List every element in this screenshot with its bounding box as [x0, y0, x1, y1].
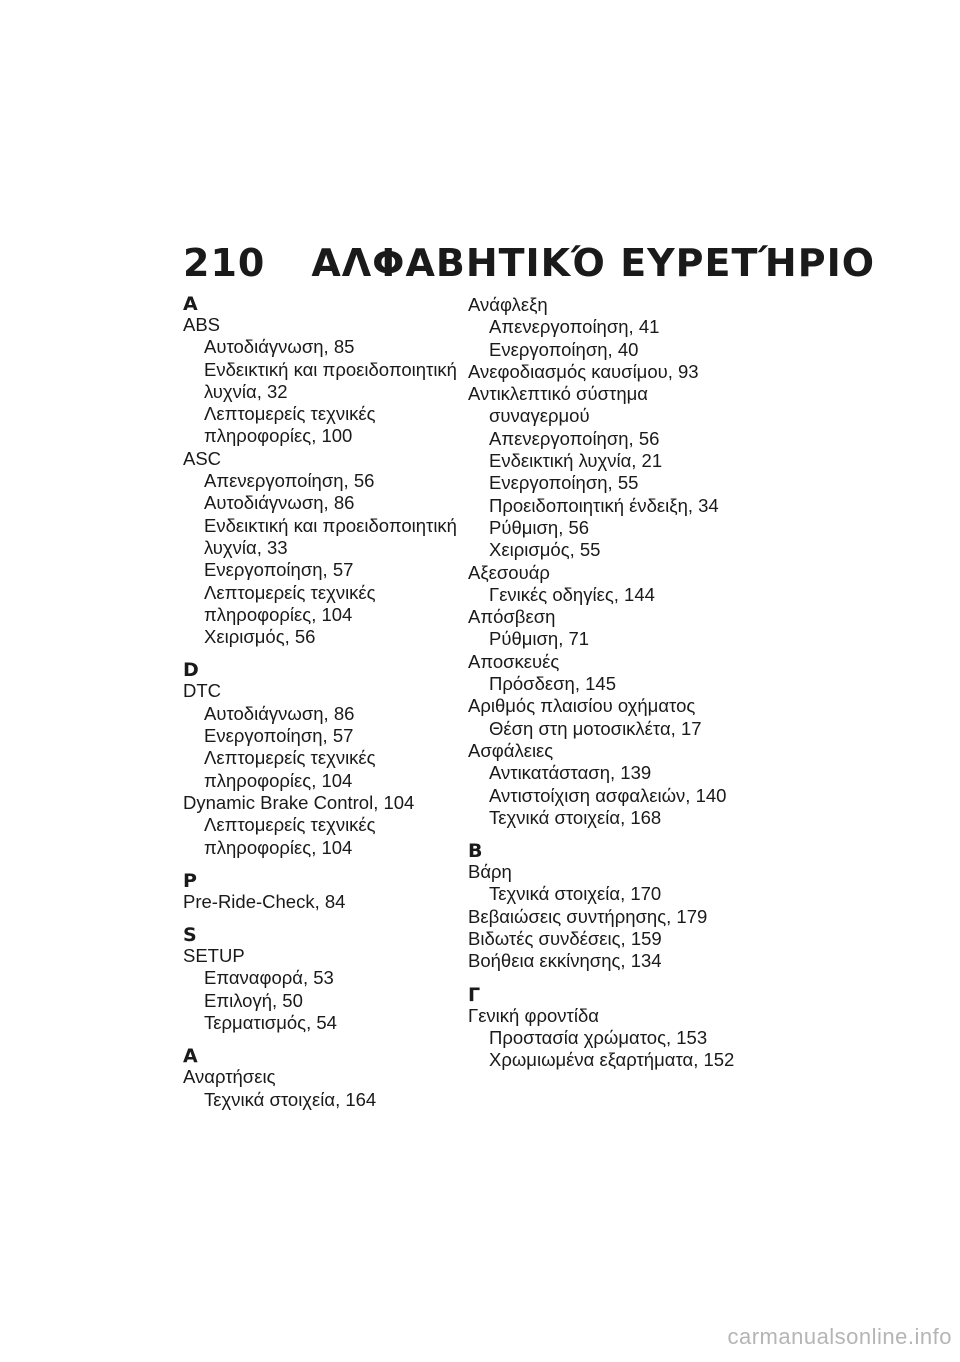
page-number: 210 — [183, 241, 266, 285]
index-subentry: Λεπτομερείς τεχνικές — [204, 581, 376, 603]
index-subentry: Τεχνικά στοιχεία, 170 — [489, 883, 662, 905]
index-subentry: Λεπτομερείς τεχνικές — [204, 747, 376, 769]
index-letter-heading: Α — [183, 1045, 198, 1068]
index-entry: Αποσκευές — [468, 650, 560, 672]
index-entry: Βιδωτές συνδέσεις, 159 — [468, 928, 662, 950]
index-subentry: Προειδοποιητική ένδειξη, 34 — [489, 494, 719, 516]
index-subentry: Προστασία χρώματος, 153 — [489, 1026, 708, 1048]
index-subentry: Αυτοδιάγνωση, 85 — [204, 336, 355, 358]
index-subentry: Γενικές οδηγίες, 144 — [489, 583, 655, 605]
index-column-right — [468, 294, 758, 1072]
index-entry: Αξεσουάρ — [468, 561, 550, 583]
index-subentry: Τερματισμός, 54 — [204, 1012, 337, 1034]
index-subentry: Χρωμιωμένα εξαρτήματα, 152 — [489, 1049, 735, 1071]
page-title: ΑΛΦΑΒΗΤΙΚΌ ΕΥΡΕΤΉΡΙΟ — [311, 241, 876, 285]
index-subentry: Ενεργοποίηση, 57 — [204, 559, 354, 581]
index-subentry: Λεπτομερείς τεχνικές — [204, 814, 376, 836]
index-entry: ABS — [183, 314, 221, 335]
index-subentry: Αντιστοίχιση ασφαλειών, 140 — [489, 784, 727, 806]
index-subentry: Ενδεικτική και προειδοποιητική — [204, 514, 457, 536]
index-entry: Βοήθεια εκκίνησης, 134 — [468, 950, 662, 972]
index-entry: Ανεφοδιασμός καυσίμου, 93 — [468, 360, 699, 382]
index-subentry: Απενεργοποίηση, 41 — [489, 316, 660, 338]
index-subentry: Ενδεικτική και προειδοποιητική — [204, 358, 457, 380]
index-subentry: Ενεργοποίηση, 40 — [489, 338, 639, 360]
index-subentry: πληροφορίες, 104 — [204, 769, 353, 791]
footer-watermark: carmanualsonline.info — [727, 1324, 952, 1349]
index-subentry: λυχνία, 32 — [204, 380, 288, 402]
index-entry: Dynamic Brake Control, 104 — [183, 791, 415, 813]
index-entry: Ασφάλειες — [468, 739, 554, 761]
index-letter-heading: D — [183, 659, 199, 682]
index-entry: Βάρη — [468, 861, 512, 883]
index-subentry: Απενεργοποίηση, 56 — [489, 427, 660, 449]
index-letter-heading: P — [183, 869, 197, 892]
index-subentry: Πρόσδεση, 145 — [489, 673, 616, 695]
index-entry: Βεβαιώσεις συντήρησης, 179 — [468, 905, 708, 927]
index-entry: Ανάφλεξη — [468, 294, 548, 315]
index-letter-heading: S — [183, 924, 197, 947]
index-column-left — [183, 294, 473, 1111]
index-subentry: Αντικατάσταση, 139 — [489, 762, 652, 784]
index-subentry: Επαναφορά, 53 — [204, 967, 334, 989]
index-subentry: Θέση στη μοτοσικλέτα, 17 — [489, 717, 702, 739]
index-letter-heading: Γ — [468, 983, 481, 1006]
index-entry: DTC — [183, 680, 222, 702]
index-entry: Pre-Ride-Check, 84 — [183, 890, 346, 912]
index-subentry: Χειρισμός, 55 — [489, 539, 601, 561]
index-subentry: Λεπτομερείς τεχνικές — [204, 403, 376, 425]
index-entry: Αντικλεπτικό σύστημα — [468, 383, 648, 405]
index-entry: ASC — [183, 447, 222, 469]
index-subentry: Ενδεικτική λυχνία, 21 — [489, 450, 663, 472]
index-subentry: Ρύθμιση, 71 — [489, 628, 590, 650]
index-subentry: λυχνία, 33 — [204, 536, 288, 558]
index-subentry: Τεχνικά στοιχεία, 168 — [489, 806, 662, 828]
index-subentry: Ρύθμιση, 56 — [489, 516, 590, 538]
index-subentry: συναγερμού — [489, 405, 590, 427]
index-subentry: Επιλογή, 50 — [204, 989, 303, 1011]
index-entry: Αναρτήσεις — [183, 1066, 276, 1088]
index-subentry: Αυτοδιάγνωση, 86 — [204, 702, 355, 724]
index-subentry: Αυτοδιάγνωση, 86 — [204, 492, 355, 514]
index-subentry: πληροφορίες, 104 — [204, 836, 353, 858]
index-subentry: Τεχνικά στοιχεία, 164 — [204, 1088, 377, 1110]
index-subentry: πληροφορίες, 100 — [204, 425, 353, 447]
index-entry: SETUP — [183, 945, 245, 967]
page-header — [183, 241, 875, 285]
index-entry: Γενική φροντίδα — [468, 1004, 599, 1026]
index-subentry: Ενεργοποίηση, 55 — [489, 472, 639, 494]
index-subentry: πληροφορίες, 104 — [204, 603, 353, 625]
index-letter-heading: Β — [468, 840, 483, 863]
index-entry: Αριθμός πλαισίου οχήματος — [468, 695, 696, 717]
index-subentry: Χειρισμός, 56 — [204, 626, 316, 648]
index-letter-heading: A — [183, 293, 198, 315]
index-subentry: Απενεργοποίηση, 56 — [204, 470, 375, 492]
index-subentry: Ενεργοποίηση, 57 — [204, 725, 354, 747]
index-entry: Απόσβεση — [468, 606, 556, 628]
